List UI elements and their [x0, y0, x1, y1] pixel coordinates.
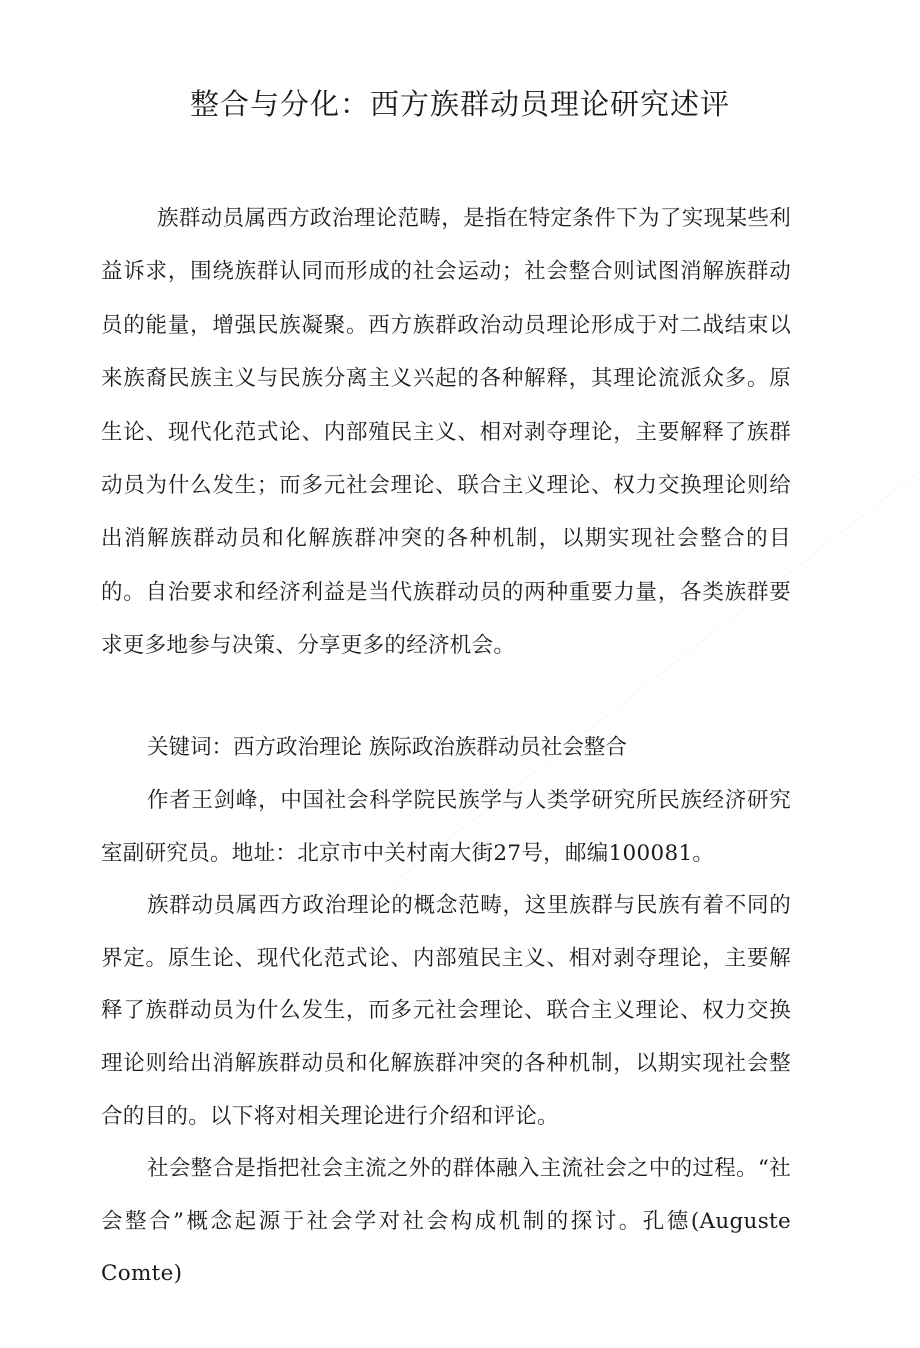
keywords-line: 关键词：西方政治理论 族际政治族群动员社会整合 [147, 735, 627, 760]
abstract-section [101, 192, 791, 673]
abstract-paragraph: 族群动员属西方政治理论范畴，是指在特定条件下为了实现某些利益诉求，围绕族群认同而形成的社会运动；社会整合则试图消解族群动员的能量，增强民族凝聚。西方族群政治动员理论形成于对二战结束以来族裔民族主义与民族分离主义兴起的各种解释，其理论流派众多。原生论、现代化范式论、内部殖民主义、相对剥夺理论，主要解释了族群动员为什么发生；而多元社会理论、联合主义理论、权力交换理论则给出消解族群动员和化解族群冲突的各种机制，以期实现社会整合的目的。自治要求和经济利益是当代族群动员的两种重要力量，各类族群要求更多地参与决策、分享更多的经济机会。 [101, 206, 791, 659]
body-paragraph-1: 族群动员属西方政治理论的概念范畴，这里族群与民族有着不同的界定。原生论、现代化范式论、内部殖民主义、相对剥夺理论，主要解释了族群动员为什么发生，而多元社会理论、联合主义理论、权力交换理论则给出消解族群动员和化解族群冲突的各种机制，以期实现社会整合的目的。以下将对相关理论进行介绍和评论。 [101, 893, 791, 1129]
body-paragraph-2: 社会整合是指把社会主流之外的群体融入主流社会之中的过程。“社会整合”概念起源于社会学对社会构成机制的探讨。孔德(Auguste Comte) [101, 1156, 791, 1287]
author-info-paragraph: 作者王剑峰，中国社会科学院民族学与人类学研究所民族经济研究室副研究员。地址：北京市中关村南大街27号，邮编100081。 [101, 788, 791, 866]
document-title: 整合与分化：西方族群动员理论研究述评 [189, 87, 730, 121]
body-section [101, 775, 791, 1301]
